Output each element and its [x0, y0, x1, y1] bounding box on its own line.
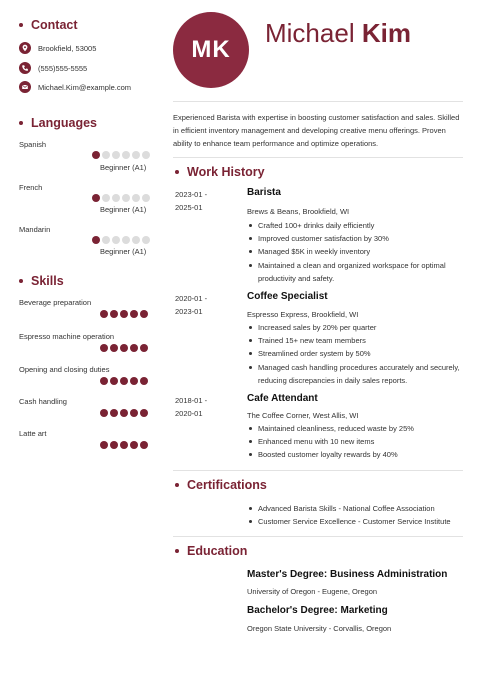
rating-dot-filled	[140, 310, 148, 318]
education-section-title: Education	[175, 544, 247, 558]
email-icon	[19, 81, 31, 93]
language-level: Beginner (A1)	[100, 205, 147, 214]
job-bullet: Managed cash handling procedures accurately and securely, reducing discrepancies in daily sales reports.	[247, 361, 467, 387]
rating-dot-empty	[132, 236, 140, 244]
language-level: Beginner (A1)	[100, 247, 147, 256]
skill-rating	[100, 310, 148, 318]
contact-location: Brookfield, 53005	[19, 42, 96, 54]
rating-dot-filled	[100, 441, 108, 449]
job-bullet: Improved customer satisfaction by 30%	[247, 232, 467, 245]
job-bullet: Streamlined order system by 50%	[247, 347, 467, 360]
language-rating	[92, 151, 150, 159]
section-bullet	[19, 279, 23, 283]
rating-dot-filled	[140, 441, 148, 449]
skill-name: Beverage preparation	[19, 298, 92, 307]
contact-email[interactable]: Michael.Kim@example.com	[19, 81, 131, 93]
job-company: The Coffee Corner, West Allis, WI	[247, 411, 359, 420]
section-divider	[173, 536, 463, 537]
rating-dot-empty	[112, 151, 120, 159]
rating-dot-filled	[100, 310, 108, 318]
rating-dot-filled	[130, 344, 138, 352]
skill-name: Opening and closing duties	[19, 365, 110, 374]
rating-dot-filled	[110, 441, 118, 449]
job-company: Espresso Express, Brookfield, WI	[247, 310, 359, 319]
job-title: Cafe Attendant	[247, 393, 318, 404]
education-school: Oregon State University - Corvallis, Oregon	[247, 624, 392, 633]
rating-dot-empty	[102, 236, 110, 244]
rating-dot-filled	[120, 377, 128, 385]
education-school: University of Oregon - Eugene, Oregon	[247, 587, 378, 596]
rating-dot-filled	[130, 310, 138, 318]
rating-dot-empty	[102, 151, 110, 159]
section-divider	[173, 157, 463, 158]
education-degree: Master's Degree: Business Administration	[247, 569, 448, 580]
rating-dot-empty	[122, 236, 130, 244]
certification-list	[247, 502, 477, 528]
location-pin-icon	[19, 42, 31, 54]
rating-dot-filled	[120, 310, 128, 318]
job-end-date: 2023-01	[175, 307, 203, 316]
rating-dot-filled	[100, 344, 108, 352]
section-bullet	[19, 121, 23, 125]
language-rating	[92, 194, 150, 202]
skill-name: Cash handling	[19, 397, 67, 406]
language-name: French	[19, 183, 43, 192]
rating-dot-empty	[142, 151, 150, 159]
skills-section-title: Skills	[19, 274, 64, 288]
language-name: Spanish	[19, 140, 47, 149]
job-bullet: Managed $5K in weekly inventory	[247, 245, 467, 258]
certifications-section-title: Certifications	[175, 478, 267, 492]
job-bullet: Maintained cleanliness, reduced waste by 25%	[247, 422, 467, 435]
rating-dot-filled	[130, 441, 138, 449]
avatar	[173, 12, 249, 88]
job-bullet: Boosted customer loyalty rewards by 40%	[247, 448, 467, 461]
job-bullet: Enhanced menu with 10 new items	[247, 435, 467, 448]
rating-dot-empty	[122, 151, 130, 159]
job-title: Barista	[247, 187, 281, 198]
job-bullets	[247, 422, 467, 462]
skill-rating	[100, 344, 148, 352]
rating-dot-empty	[132, 194, 140, 202]
education-degree: Bachelor's Degree: Marketing	[247, 605, 388, 616]
rating-dot-filled	[120, 409, 128, 417]
certification-item: Customer Service Excellence - Customer Service Institute	[247, 515, 477, 528]
job-start-date: 2020-01 -	[175, 294, 208, 303]
job-start-date: 2023-01 -	[175, 190, 208, 199]
section-bullet	[175, 483, 179, 487]
rating-dot-filled	[110, 310, 118, 318]
section-divider	[173, 470, 463, 471]
first-name: Michael	[265, 18, 355, 48]
rating-dot-filled	[92, 236, 100, 244]
avatar-initials: MK	[191, 36, 231, 63]
certification-item: Advanced Barista Skills - National Coffee Association	[247, 502, 477, 515]
phone-icon	[19, 62, 31, 74]
last-name: Kim	[361, 18, 411, 48]
job-bullets	[247, 321, 467, 387]
skill-name: Latte art	[19, 429, 47, 438]
rating-dot-filled	[120, 344, 128, 352]
rating-dot-empty	[102, 194, 110, 202]
rating-dot-filled	[110, 344, 118, 352]
rating-dot-filled	[110, 409, 118, 417]
rating-dot-filled	[120, 441, 128, 449]
job-start-date: 2018-01 -	[175, 396, 208, 405]
rating-dot-filled	[140, 409, 148, 417]
section-bullet	[175, 549, 179, 553]
rating-dot-filled	[130, 409, 138, 417]
work-history-section-title: Work History	[175, 165, 265, 179]
contact-section-title: Contact	[19, 18, 78, 32]
job-bullet: Maintained a clean and organized workspace for optimal productivity and safety.	[247, 259, 467, 285]
job-bullet: Increased sales by 20% per quarter	[247, 321, 467, 334]
rating-dot-empty	[122, 194, 130, 202]
candidate-name	[265, 18, 411, 49]
rating-dot-empty	[112, 236, 120, 244]
job-bullets	[247, 219, 467, 285]
skill-rating	[100, 441, 148, 449]
rating-dot-empty	[142, 236, 150, 244]
rating-dot-empty	[132, 151, 140, 159]
rating-dot-empty	[112, 194, 120, 202]
skill-rating	[100, 377, 148, 385]
job-bullet: Trained 15+ new team members	[247, 334, 467, 347]
rating-dot-filled	[110, 377, 118, 385]
job-end-date: 2025-01	[175, 203, 203, 212]
rating-dot-filled	[92, 194, 100, 202]
skill-name: Espresso machine operation	[19, 332, 115, 341]
languages-section-title: Languages	[19, 116, 97, 130]
skill-rating	[100, 409, 148, 417]
job-end-date: 2020-01	[175, 409, 203, 418]
rating-dot-filled	[140, 377, 148, 385]
language-name: Mandarin	[19, 225, 51, 234]
job-company: Brews & Beans, Brookfield, WI	[247, 207, 350, 216]
header-divider	[173, 101, 463, 102]
job-title: Coffee Specialist	[247, 291, 328, 302]
section-bullet	[19, 23, 23, 27]
rating-dot-empty	[142, 194, 150, 202]
job-bullet: Crafted 100+ drinks daily efficiently	[247, 219, 467, 232]
rating-dot-filled	[140, 344, 148, 352]
rating-dot-filled	[92, 151, 100, 159]
rating-dot-filled	[130, 377, 138, 385]
sidebar	[0, 0, 160, 680]
summary: Experienced Barista with expertise in boosting customer satisfaction and sales. Skilled in efficient inventory management and developing creative menu offerings. Proven ability to enhance team performance and optimize operations.	[173, 113, 460, 148]
rating-dot-filled	[100, 377, 108, 385]
section-bullet	[175, 170, 179, 174]
language-rating	[92, 236, 150, 244]
contact-phone: (555)555-5555	[19, 62, 87, 74]
language-level: Beginner (A1)	[100, 163, 147, 172]
rating-dot-filled	[100, 409, 108, 417]
